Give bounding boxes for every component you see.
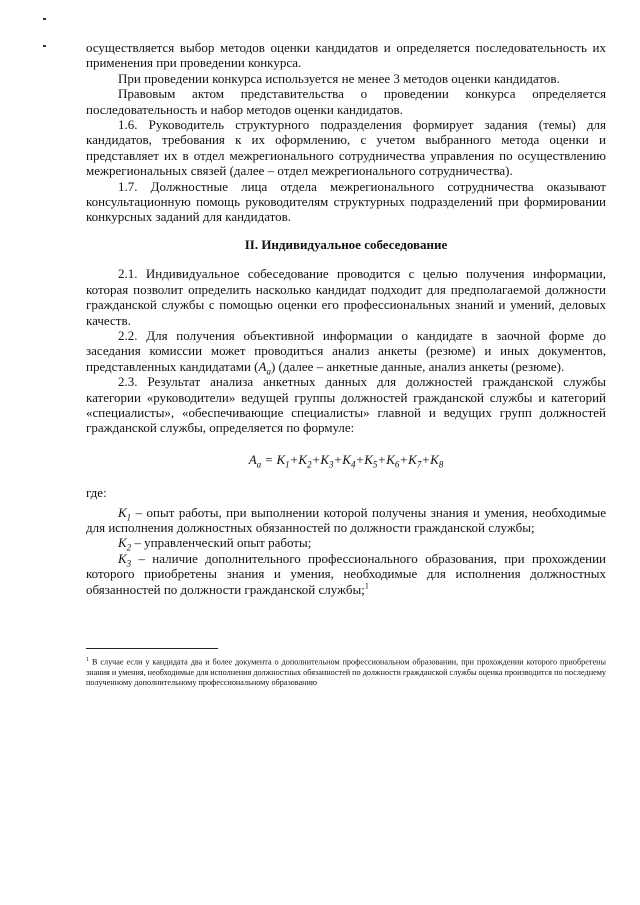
formula-term: $K_3$ (320, 451, 334, 470)
paragraph-2-2-text-b: ) (далее – анкетные данные, анализ анкеты (резюме). (270, 358, 565, 374)
paragraph-2-1: 2.1. Индивидуальное собеседование проводится с целью получения информации, которая позволит определить насколько кандидат подходит для предполагаемой должности гражданской службы с помощью оценки его профессиональных знаний и умений, деловых качеств. (86, 266, 606, 328)
paragraph-2-2-text-a: 2.2. Для получения объективной информации о кандидате в заочной форме до заседания комиссии может проводиться анализ анкеты (резюме) и иных документов, представленных кандидатами ( (86, 327, 606, 374)
scan-mark (43, 45, 46, 47)
section-heading: II. Индивидуальное собеседование (244, 236, 448, 252)
footnote-text: В случае если у кандидата два и более документа о дополнительном профессиональном образовании, при прохождении которого приобретены знания и умения, необходимые для исполнения должностных обязанностей по должности гражданской службы оценка производится по последнему полученному дополнительному профессиональному образованию (86, 657, 606, 687)
paragraph-methods-count: При проведении конкурса используется не менее 3 методов оценки кандидатов. (118, 70, 560, 86)
footnote (86, 655, 606, 688)
definition-k3: $K_3$ – наличие дополнительного профессионального образования, при прохождении которого приобретены знания и умения, необходимые для исполнения должностных обязанностей по должности гражданской службы;$^1$ (86, 550, 606, 597)
paragraph-legal-act: Правовым актом представительства о проведении конкурса определяется последовательность и набор методов оценки кандидатов. (86, 86, 606, 117)
formula: $А_а = K_1+K_2+K_3+K_4+K_5+K_6+K_7+K_8$ (248, 451, 444, 470)
paragraph-continuation: осуществляется выбор методов оценки кандидатов и определяется последовательность их применения при проведении конкурса. (86, 40, 606, 71)
formula-terms: $K_1+K_2+K_3+K_4+K_5+K_6+K_7+K_8$ (276, 451, 444, 470)
formula-term: $K_4$ (342, 451, 356, 470)
definition-k2: $K_2$ – управленческий опыт работы; (118, 535, 312, 553)
formula-term: $K_1$ (276, 451, 290, 470)
symbol-a: $А_а$ (258, 358, 271, 377)
paragraph-1-6: 1.6. Руководитель структурного подразделения формирует задания (темы) для кандидатов, требования к их оформлению, с учетом выбранного метода оценки и представляет их в отдел межрегионального сотрудничества управления по осуществлению межрегиональных связей (далее – отдел межрегионального сотрудничества). (86, 117, 606, 179)
formula-term: $K_7$ (408, 451, 422, 470)
formula-term: $K_6$ (386, 451, 400, 470)
paragraph-2-2 (86, 327, 606, 377)
footnote-mark: 1 (86, 657, 89, 663)
formula-term: $K_8$ (430, 451, 444, 470)
footnote-divider (86, 648, 218, 649)
footnote-ref: 1 (364, 581, 369, 591)
paragraph-2-3: 2.3. Результат анализа анкетных данных для должностей гражданской службы категории «руководители» ведущей группы должностей гражданской службы и категорий «специалисты», «обеспечивающие специалисты» главной и ведущих групп должностей гражданской службы, определяется по формуле: (86, 374, 606, 436)
paragraph-1-7: 1.7. Должностные лица отдела межрегионального сотрудничества оказывают консультационную помощь руководителям структурных подразделений при формировании конкурсных заданий для кандидатов. (86, 178, 606, 225)
formula-term: $K_2$ (298, 451, 312, 470)
formula-term: $K_5$ (364, 451, 378, 470)
definition-k1: $K_1$ – опыт работы, при выполнении которой получены знания и умения, необходимые для исполнения должностных обязанностей по должности гражданской службы; (86, 504, 606, 535)
document-body (86, 40, 606, 597)
where-label: где: (86, 485, 107, 501)
scan-mark (43, 18, 46, 20)
